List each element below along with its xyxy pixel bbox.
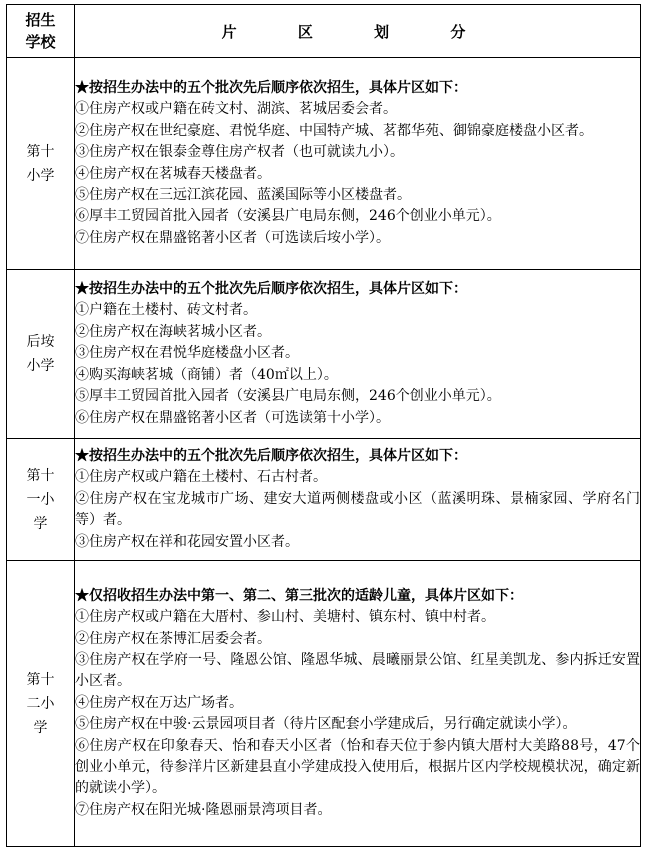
- zone-item: ③住房产权在银泰金尊住房产权者（也可就读九小）。: [75, 144, 404, 161]
- school-name-line: 后垵: [26, 334, 55, 350]
- school-name-line: 小学: [26, 358, 55, 374]
- zone-table: [6, 4, 641, 847]
- school-name-line: 二小: [26, 695, 55, 712]
- zone-item: ④购买海峡茗城（商铺）者（40㎡以上）。: [75, 366, 338, 383]
- zone-content-cell: [75, 439, 641, 561]
- zone-item: ③住房产权在祥和花园安置小区者。: [75, 533, 299, 550]
- school-name-cell: [7, 439, 75, 561]
- zone-item: ③住房产权在君悦华庭楼盘小区者。: [75, 345, 299, 362]
- table-header-row: [7, 5, 641, 58]
- school-name-line: 一小: [26, 491, 55, 508]
- zone-item: ②住房产权在茶博汇居委会者。: [75, 630, 271, 647]
- zone-content-cell: [75, 270, 641, 439]
- school-name-line: 第十: [26, 467, 55, 484]
- zone-heading: ★按招生办法中的五个批次先后顺序依次招生，具体片区如下：: [75, 79, 467, 96]
- zone-heading: ★按招生办法中的五个批次先后顺序依次招生，具体片区如下：: [75, 281, 467, 298]
- zone-item: ⑥住房产权在鼎盛铭著小区者（可选读第十小学）。: [75, 409, 390, 426]
- zone-item: ②住房产权在宝龙城市广场、建安大道两侧楼盘或小区（蓝溪明珠、景楠家园、学府名门等）者。: [75, 490, 640, 529]
- table-row: [7, 58, 641, 270]
- zone-item: ④住房产权在万达广场者。: [75, 694, 243, 711]
- zone-heading: ★按招生办法中的五个批次先后顺序依次招生，具体片区如下：: [75, 447, 467, 464]
- school-name-cell: [7, 270, 75, 439]
- zone-item: ②住房产权在世纪豪庭、君悦华庭、中国特产城、茗都华苑、御锦豪庭楼盘小区者。: [75, 122, 593, 139]
- table-row: [7, 561, 641, 847]
- zone-item: ④住房产权在茗城春天楼盘者。: [75, 165, 271, 182]
- zone-content-cell: [75, 58, 641, 270]
- school-name-cell: [7, 561, 75, 847]
- zone-item: ③住房产权在学府一号、隆恩公馆、隆恩华城、晨曦丽景公馆、红星美凯龙、参内拆迁安置小区者。: [75, 651, 640, 690]
- school-name-line: 学: [33, 515, 48, 532]
- school-name-line: 小学: [26, 167, 55, 184]
- header-title: 片 区 划 分: [75, 5, 641, 58]
- zone-heading: ★仅招收招生办法中第一、第二、第三批次的适龄儿童，具体片区如下：: [75, 587, 523, 604]
- zone-item: ⑦住房产权在阳光城·隆恩丽景湾项目者。: [75, 801, 332, 818]
- table-row: [7, 439, 641, 561]
- header-school-line1: 招生: [25, 11, 56, 29]
- school-name-line: 学: [33, 719, 48, 736]
- zone-content-cell: [75, 561, 641, 847]
- header-school-line2: 学校: [25, 33, 56, 51]
- zone-item: ②住房产权在海峡茗城小区者。: [75, 323, 271, 340]
- zone-item: ⑦住房产权在鼎盛铭著小区者（可选读后垵小学）。: [75, 229, 390, 246]
- zone-item: ①住房产权或户籍在土楼村、石古村者。: [75, 469, 327, 486]
- zone-item: ⑤住房产权在三远江滨花园、蓝溪国际等小区楼盘者。: [75, 186, 411, 203]
- zone-item: ①住房产权或户籍在大厝村、参山村、美塘村、镇东村、镇中村者。: [75, 609, 495, 626]
- school-name-line: 第十: [26, 143, 55, 160]
- zone-item: ⑤住房产权在中骏·云景园项目者（待片区配套小学建成后，另行确定就读小学）。: [75, 716, 577, 733]
- zone-item: ①户籍在土楼村、砖文村者。: [75, 302, 257, 319]
- zone-item: ⑥厚丰工贸园首批入园者（安溪县广电局东侧，246个创业小单元）。: [75, 208, 501, 225]
- school-name-line: 第十: [26, 671, 55, 688]
- zone-item: ⑥住房产权在印象春天、怡和春天小区者（怡和春天位于参内镇大厝村大美路88号，47个创业小单元，待参洋片区新建县直小学建成投入使用后，根据片区内学校规模状况，确定新的就读小学）。: [75, 737, 640, 797]
- header-school-cell: [7, 5, 75, 58]
- zone-item: ①住房产权或户籍在砖文村、湖滨、茗城居委会者。: [75, 101, 397, 118]
- zone-item: ⑤厚丰工贸园首批入园者（安溪县广电局东侧，246个创业小单元）。: [75, 388, 501, 405]
- school-name-cell: [7, 58, 75, 270]
- table-row: [7, 270, 641, 439]
